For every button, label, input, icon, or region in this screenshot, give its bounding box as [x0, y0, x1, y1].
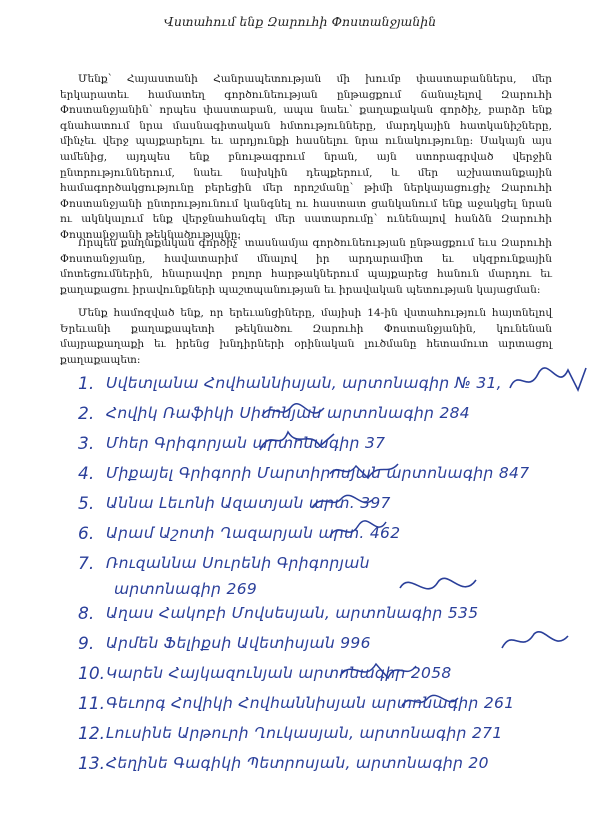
signature-number: 9.	[78, 634, 95, 654]
signature-number: 8.	[78, 604, 95, 624]
signature-mark	[308, 486, 388, 516]
paragraph-2	[60, 236, 552, 298]
signature-row	[78, 632, 578, 658]
signature-text: արտոնագիր 269	[114, 580, 258, 598]
signature-row	[78, 692, 578, 718]
signature-row	[78, 752, 578, 778]
signature-mark	[508, 366, 588, 396]
signature-row	[78, 578, 578, 604]
signature-text: Մհեր Գրիգորյան արտոնագիր 37	[106, 434, 386, 452]
signature-row	[78, 662, 578, 688]
signature-mark	[398, 686, 478, 716]
signature-number: 13.	[78, 754, 106, 774]
signature-mark	[498, 626, 578, 656]
signature-mark	[258, 396, 338, 426]
signature-row	[78, 402, 578, 428]
paragraph-1	[60, 72, 552, 244]
signature-row	[78, 432, 578, 458]
signature-text: Աննա Լեւոնի Ազատյան արտ. 397	[106, 494, 391, 512]
signature-text: Արամ Աշոտի Ղազարյան արտ. 462	[106, 524, 401, 542]
signature-text: Ռուզաննա Սուրենի Գրիգորյան	[106, 554, 370, 572]
signature-text: Հովիկ Ռաֆիկի Սիմոնյան արտոնագիր 284	[106, 404, 470, 422]
signature-row	[78, 492, 578, 518]
signature-text: Կարեն Հայկազունյան արտոնագիր 2058	[106, 664, 452, 682]
signature-row	[78, 602, 578, 628]
signature-mark	[328, 516, 408, 546]
signature-text: Միքայել Գրիգորի Մարտիրոսյան արտոնագիր 847	[106, 464, 530, 482]
paragraph-3	[60, 306, 552, 368]
signature-row	[78, 722, 578, 748]
signature-text: Աղաս Հակոբի Մովսեսյան, արտոնագիր 535	[106, 604, 479, 622]
paragraph-1-text: Մենք՝ Հայաստանի Հանրապետության մի խումբ փաստաբաններս, մեր երկարատեւ համատեղ գործունեության ընթացքում ճանաչելով Զարուհի Փոստանջյանին՝ որպես փաստաբան, ապա նաեւ՝ քաղաքական գործիչ, բարձր ենք գնահատում նրա մասնագիտական հմտությունները, մարդկային հատկանիշները, մինչեւ վերջ պայքարելու եւ արդյունքի հասնելու նրա ունակությունը: Սակայն այս ամենից, այդպես ենք բնութագրում նրան, այն ստորագրված վերջին ընտրություններում, նաեւ նախկին դեպքերում, և մեր աշխատանքային համագործակցությունը բերեցին մեր որոշմանը՝ թիմի ներկայացուցիչ Զարուհի Փոստանջյանի ընտրությունում կանգնել ու հաստատ ցանկանում ենք աջակցել նրան ու ակնկալում ենք վերջնահանգել մեր սատարումը՝ ունենալով հանձն Զարուհի Փոստանջյանի թեկնածությանը:	[60, 73, 552, 241]
signature-mark	[338, 656, 418, 686]
signature-number: 4.	[78, 464, 95, 484]
signature-number: 3.	[78, 434, 95, 454]
document-title: Վստահում ենք Զարուհի Փոստանջյանին	[163, 14, 437, 29]
signature-row	[78, 522, 578, 548]
signature-number: 5.	[78, 494, 95, 514]
signature-row	[78, 552, 578, 578]
signature-number: 6.	[78, 524, 95, 544]
signature-text: Գեւորգ Հովիկի Հովհաննիսյան արտոնագիր 261	[106, 694, 515, 712]
paragraph-2-text: Որպես քաղաքական գործիչ՝ տասնամյա գործունեության ընթացքում եւս Զարուհի Փոստանջյանը, հավատարիմ մնալով իր արդարամիտ եւ սկզբունքային մոտեցումներին, հնարավոր բոլոր հարթակներում պայքարեց հանուն մարդու եւ քաղաքացու իրավունքների պաշտպանության եւ իրավական պետության կայացման:	[60, 237, 552, 296]
signature-mark	[258, 426, 338, 456]
signature-text: Արմեն Ֆելիքսի Ավետիսյան 996	[106, 634, 371, 652]
paragraph-3-text: Մենք համոզված ենք, որ երեւանցիները, մայիսի 14-ին վստահություն հայտնելով Երեւանի քաղաքապետի թեկնածու Զարուհի Փոստանջյանին, կունենան մայրաքաղաքի եւ իրենց խնդիրների օրինական լուծմանը հետամուտ արտացոլ քաղաքապետ:	[60, 307, 552, 366]
signature-mark	[398, 572, 478, 602]
signature-text: Լուսինե Արթուրի Ղուկասյան, արտոնագիր 271	[106, 724, 503, 742]
signature-number: 12.	[78, 724, 106, 744]
signature-row	[78, 462, 578, 488]
signature-text: Հեղինե Գագիկի Պետրոսյան, արտոնագիր 20	[106, 754, 489, 772]
signature-text: Սվետլանա Հովհաննիսյան, արտոնագիր № 31,	[106, 374, 502, 392]
signature-number: 1.	[78, 374, 95, 394]
signature-number: 10.	[78, 664, 106, 684]
signature-mark	[328, 456, 408, 486]
signature-number: 2.	[78, 404, 95, 424]
signature-number: 11.	[78, 694, 106, 714]
signature-row	[78, 372, 578, 398]
signature-number: 7.	[78, 554, 95, 574]
